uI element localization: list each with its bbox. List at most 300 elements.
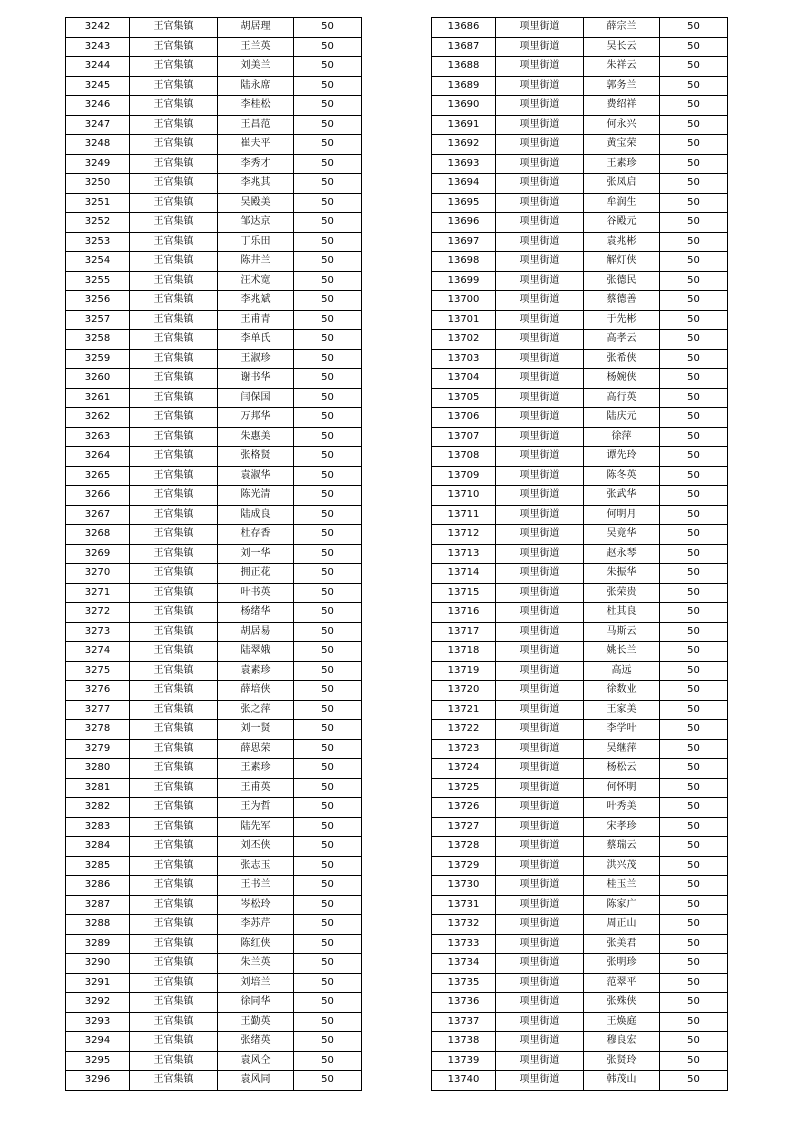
township-cell: 项里街道 bbox=[496, 154, 584, 174]
township-cell: 项里街道 bbox=[496, 291, 584, 311]
township-cell: 王官集镇 bbox=[130, 798, 218, 818]
table-row bbox=[66, 525, 362, 545]
person-name-cell: 岑松玲 bbox=[218, 895, 294, 915]
person-name-cell: 杨婉侠 bbox=[584, 369, 660, 389]
row-number-cell: 13703 bbox=[432, 349, 496, 369]
amount-cell: 50 bbox=[660, 427, 728, 447]
table-row bbox=[66, 115, 362, 135]
row-number-cell: 13725 bbox=[432, 778, 496, 798]
person-name-cell: 谷殿元 bbox=[584, 213, 660, 233]
amount-cell: 50 bbox=[294, 915, 362, 935]
table-row bbox=[432, 622, 728, 642]
person-name-cell: 徐数业 bbox=[584, 681, 660, 701]
row-number-cell: 3292 bbox=[66, 993, 130, 1013]
township-cell: 王官集镇 bbox=[130, 310, 218, 330]
township-cell: 项里街道 bbox=[496, 408, 584, 428]
row-number-cell: 3243 bbox=[66, 37, 130, 57]
person-name-cell: 李兆斌 bbox=[218, 291, 294, 311]
table-row bbox=[432, 934, 728, 954]
amount-cell: 50 bbox=[660, 1071, 728, 1091]
person-name-cell: 高行英 bbox=[584, 388, 660, 408]
amount-cell: 50 bbox=[660, 525, 728, 545]
table-row bbox=[432, 661, 728, 681]
person-name-cell: 杜其良 bbox=[584, 603, 660, 623]
row-number-cell: 3267 bbox=[66, 505, 130, 525]
township-cell: 项里街道 bbox=[496, 603, 584, 623]
amount-cell: 50 bbox=[660, 154, 728, 174]
township-cell: 王官集镇 bbox=[130, 915, 218, 935]
township-cell: 项里街道 bbox=[496, 622, 584, 642]
township-cell: 项里街道 bbox=[496, 1012, 584, 1032]
person-name-cell: 桂玉兰 bbox=[584, 876, 660, 896]
row-number-cell: 13705 bbox=[432, 388, 496, 408]
table-row bbox=[432, 310, 728, 330]
person-name-cell: 姚长兰 bbox=[584, 642, 660, 662]
township-cell: 项里街道 bbox=[496, 642, 584, 662]
township-cell: 项里街道 bbox=[496, 681, 584, 701]
person-name-cell: 张明珍 bbox=[584, 954, 660, 974]
amount-cell: 50 bbox=[660, 135, 728, 155]
table-row bbox=[66, 486, 362, 506]
person-name-cell: 何明月 bbox=[584, 505, 660, 525]
amount-cell: 50 bbox=[660, 18, 728, 38]
amount-cell: 50 bbox=[294, 837, 362, 857]
row-number-cell: 13727 bbox=[432, 817, 496, 837]
amount-cell: 50 bbox=[660, 232, 728, 252]
township-cell: 王官集镇 bbox=[130, 1012, 218, 1032]
township-cell: 项里街道 bbox=[496, 564, 584, 584]
table-row bbox=[432, 954, 728, 974]
township-cell: 项里街道 bbox=[496, 720, 584, 740]
township-cell: 王官集镇 bbox=[130, 603, 218, 623]
person-name-cell: 洪兴茂 bbox=[584, 856, 660, 876]
township-cell: 项里街道 bbox=[496, 544, 584, 564]
township-cell: 王官集镇 bbox=[130, 525, 218, 545]
township-cell: 王官集镇 bbox=[130, 505, 218, 525]
person-name-cell: 杜存香 bbox=[218, 525, 294, 545]
table-row bbox=[432, 466, 728, 486]
township-cell: 王官集镇 bbox=[130, 213, 218, 233]
amount-cell: 50 bbox=[660, 837, 728, 857]
table-row bbox=[66, 856, 362, 876]
row-number-cell: 13697 bbox=[432, 232, 496, 252]
row-number-cell: 13719 bbox=[432, 661, 496, 681]
person-name-cell: 王素珍 bbox=[218, 759, 294, 779]
table-row bbox=[432, 76, 728, 96]
row-number-cell: 3242 bbox=[66, 18, 130, 38]
table-row bbox=[66, 330, 362, 350]
township-cell: 王官集镇 bbox=[130, 427, 218, 447]
table-row bbox=[66, 310, 362, 330]
person-name-cell: 张凤启 bbox=[584, 174, 660, 194]
table-row bbox=[66, 252, 362, 272]
amount-cell: 50 bbox=[660, 564, 728, 584]
row-number-cell: 3290 bbox=[66, 954, 130, 974]
row-number-cell: 13736 bbox=[432, 993, 496, 1013]
row-number-cell: 13709 bbox=[432, 466, 496, 486]
table-row bbox=[432, 837, 728, 857]
row-number-cell: 3287 bbox=[66, 895, 130, 915]
person-name-cell: 张绪英 bbox=[218, 1032, 294, 1052]
table-row bbox=[432, 700, 728, 720]
township-cell: 王官集镇 bbox=[130, 18, 218, 38]
person-name-cell: 王焕庭 bbox=[584, 1012, 660, 1032]
amount-cell: 50 bbox=[660, 954, 728, 974]
township-cell: 项里街道 bbox=[496, 96, 584, 116]
row-number-cell: 13738 bbox=[432, 1032, 496, 1052]
left-roster-body bbox=[66, 18, 362, 1091]
township-cell: 王官集镇 bbox=[130, 759, 218, 779]
table-row bbox=[66, 642, 362, 662]
row-number-cell: 3281 bbox=[66, 778, 130, 798]
person-name-cell: 袁风同 bbox=[218, 1071, 294, 1091]
table-row bbox=[432, 213, 728, 233]
row-number-cell: 3283 bbox=[66, 817, 130, 837]
township-cell: 项里街道 bbox=[496, 76, 584, 96]
table-row bbox=[432, 486, 728, 506]
township-cell: 项里街道 bbox=[496, 18, 584, 38]
row-number-cell: 3282 bbox=[66, 798, 130, 818]
amount-cell: 50 bbox=[294, 661, 362, 681]
person-name-cell: 闫保国 bbox=[218, 388, 294, 408]
township-cell: 王官集镇 bbox=[130, 37, 218, 57]
row-number-cell: 3262 bbox=[66, 408, 130, 428]
table-row bbox=[432, 96, 728, 116]
table-row bbox=[66, 837, 362, 857]
table-row bbox=[432, 564, 728, 584]
row-number-cell: 3268 bbox=[66, 525, 130, 545]
township-cell: 项里街道 bbox=[496, 466, 584, 486]
person-name-cell: 王昌范 bbox=[218, 115, 294, 135]
table-row bbox=[66, 876, 362, 896]
township-cell: 项里街道 bbox=[496, 739, 584, 759]
amount-cell: 50 bbox=[294, 369, 362, 389]
amount-cell: 50 bbox=[294, 57, 362, 77]
row-number-cell: 13707 bbox=[432, 427, 496, 447]
row-number-cell: 13729 bbox=[432, 856, 496, 876]
amount-cell: 50 bbox=[294, 993, 362, 1013]
township-cell: 项里街道 bbox=[496, 934, 584, 954]
right-roster-body bbox=[432, 18, 728, 1091]
row-number-cell: 3278 bbox=[66, 720, 130, 740]
table-row bbox=[432, 57, 728, 77]
table-row bbox=[432, 1071, 728, 1091]
amount-cell: 50 bbox=[294, 1032, 362, 1052]
amount-cell: 50 bbox=[294, 544, 362, 564]
table-row bbox=[66, 603, 362, 623]
person-name-cell: 蔡瑞云 bbox=[584, 837, 660, 857]
township-cell: 王官集镇 bbox=[130, 330, 218, 350]
table-row bbox=[66, 973, 362, 993]
table-row bbox=[66, 154, 362, 174]
amount-cell: 50 bbox=[660, 349, 728, 369]
amount-cell: 50 bbox=[294, 18, 362, 38]
row-number-cell: 3271 bbox=[66, 583, 130, 603]
amount-cell: 50 bbox=[294, 135, 362, 155]
table-row bbox=[432, 895, 728, 915]
township-cell: 项里街道 bbox=[496, 1032, 584, 1052]
table-row bbox=[66, 700, 362, 720]
table-row bbox=[66, 544, 362, 564]
row-number-cell: 13691 bbox=[432, 115, 496, 135]
row-number-cell: 3258 bbox=[66, 330, 130, 350]
row-number-cell: 3259 bbox=[66, 349, 130, 369]
person-name-cell: 李苏芹 bbox=[218, 915, 294, 935]
table-row bbox=[432, 369, 728, 389]
row-number-cell: 13700 bbox=[432, 291, 496, 311]
amount-cell: 50 bbox=[294, 642, 362, 662]
township-cell: 王官集镇 bbox=[130, 544, 218, 564]
row-number-cell: 13732 bbox=[432, 915, 496, 935]
table-row bbox=[432, 18, 728, 38]
table-row bbox=[432, 37, 728, 57]
person-name-cell: 吴继萍 bbox=[584, 739, 660, 759]
amount-cell: 50 bbox=[660, 681, 728, 701]
table-row bbox=[66, 798, 362, 818]
person-name-cell: 李兆其 bbox=[218, 174, 294, 194]
person-name-cell: 张志玉 bbox=[218, 856, 294, 876]
person-name-cell: 薛思荣 bbox=[218, 739, 294, 759]
amount-cell: 50 bbox=[660, 115, 728, 135]
table-row bbox=[432, 427, 728, 447]
township-cell: 王官集镇 bbox=[130, 135, 218, 155]
table-row bbox=[432, 135, 728, 155]
township-cell: 王官集镇 bbox=[130, 349, 218, 369]
row-number-cell: 3250 bbox=[66, 174, 130, 194]
table-row bbox=[66, 681, 362, 701]
row-number-cell: 3245 bbox=[66, 76, 130, 96]
township-cell: 王官集镇 bbox=[130, 466, 218, 486]
amount-cell: 50 bbox=[294, 954, 362, 974]
person-name-cell: 朱祥云 bbox=[584, 57, 660, 77]
township-cell: 王官集镇 bbox=[130, 447, 218, 467]
person-name-cell: 陆翠娥 bbox=[218, 642, 294, 662]
township-cell: 项里街道 bbox=[496, 895, 584, 915]
table-row bbox=[66, 1012, 362, 1032]
person-name-cell: 李桂松 bbox=[218, 96, 294, 116]
township-cell: 王官集镇 bbox=[130, 934, 218, 954]
row-number-cell: 13689 bbox=[432, 76, 496, 96]
person-name-cell: 王兰英 bbox=[218, 37, 294, 57]
row-number-cell: 13688 bbox=[432, 57, 496, 77]
township-cell: 项里街道 bbox=[496, 993, 584, 1013]
township-cell: 项里街道 bbox=[496, 700, 584, 720]
amount-cell: 50 bbox=[660, 798, 728, 818]
township-cell: 王官集镇 bbox=[130, 174, 218, 194]
township-cell: 项里街道 bbox=[496, 447, 584, 467]
amount-cell: 50 bbox=[294, 154, 362, 174]
row-number-cell: 13698 bbox=[432, 252, 496, 272]
table-row bbox=[66, 57, 362, 77]
person-name-cell: 陈红侠 bbox=[218, 934, 294, 954]
row-number-cell: 13730 bbox=[432, 876, 496, 896]
person-name-cell: 宋孝珍 bbox=[584, 817, 660, 837]
row-number-cell: 13704 bbox=[432, 369, 496, 389]
table-row bbox=[432, 681, 728, 701]
table-row bbox=[432, 544, 728, 564]
amount-cell: 50 bbox=[660, 291, 728, 311]
person-name-cell: 叶书英 bbox=[218, 583, 294, 603]
row-number-cell: 13695 bbox=[432, 193, 496, 213]
township-cell: 王官集镇 bbox=[130, 271, 218, 291]
person-name-cell: 陈井兰 bbox=[218, 252, 294, 272]
table-row bbox=[66, 993, 362, 1013]
township-cell: 项里街道 bbox=[496, 310, 584, 330]
table-row bbox=[432, 1032, 728, 1052]
table-row bbox=[66, 388, 362, 408]
table-row bbox=[66, 1051, 362, 1071]
table-row bbox=[66, 291, 362, 311]
table-row bbox=[432, 271, 728, 291]
township-cell: 王官集镇 bbox=[130, 622, 218, 642]
amount-cell: 50 bbox=[294, 291, 362, 311]
person-name-cell: 于先彬 bbox=[584, 310, 660, 330]
township-cell: 王官集镇 bbox=[130, 681, 218, 701]
row-number-cell: 3289 bbox=[66, 934, 130, 954]
township-cell: 项里街道 bbox=[496, 505, 584, 525]
person-name-cell: 袁风仝 bbox=[218, 1051, 294, 1071]
township-cell: 王官集镇 bbox=[130, 369, 218, 389]
township-cell: 王官集镇 bbox=[130, 564, 218, 584]
table-row bbox=[432, 505, 728, 525]
township-cell: 王官集镇 bbox=[130, 57, 218, 77]
township-cell: 项里街道 bbox=[496, 837, 584, 857]
row-number-cell: 3276 bbox=[66, 681, 130, 701]
table-row bbox=[432, 973, 728, 993]
amount-cell: 50 bbox=[294, 739, 362, 759]
amount-cell: 50 bbox=[294, 232, 362, 252]
township-cell: 项里街道 bbox=[496, 193, 584, 213]
table-row bbox=[432, 603, 728, 623]
table-row bbox=[432, 876, 728, 896]
township-cell: 王官集镇 bbox=[130, 993, 218, 1013]
person-name-cell: 何永兴 bbox=[584, 115, 660, 135]
row-number-cell: 13722 bbox=[432, 720, 496, 740]
amount-cell: 50 bbox=[660, 642, 728, 662]
person-name-cell: 王家美 bbox=[584, 700, 660, 720]
row-number-cell: 13696 bbox=[432, 213, 496, 233]
amount-cell: 50 bbox=[294, 759, 362, 779]
table-row bbox=[66, 76, 362, 96]
township-cell: 项里街道 bbox=[496, 759, 584, 779]
table-row bbox=[66, 505, 362, 525]
row-number-cell: 13716 bbox=[432, 603, 496, 623]
amount-cell: 50 bbox=[294, 564, 362, 584]
township-cell: 王官集镇 bbox=[130, 232, 218, 252]
amount-cell: 50 bbox=[294, 1051, 362, 1071]
table-row bbox=[66, 915, 362, 935]
person-name-cell: 李单氏 bbox=[218, 330, 294, 350]
row-number-cell: 13715 bbox=[432, 583, 496, 603]
row-number-cell: 3273 bbox=[66, 622, 130, 642]
person-name-cell: 徐萍 bbox=[584, 427, 660, 447]
person-name-cell: 杨松云 bbox=[584, 759, 660, 779]
township-cell: 项里街道 bbox=[496, 349, 584, 369]
table-row bbox=[432, 115, 728, 135]
amount-cell: 50 bbox=[660, 622, 728, 642]
table-row bbox=[432, 642, 728, 662]
township-cell: 王官集镇 bbox=[130, 837, 218, 857]
table-row bbox=[432, 856, 728, 876]
table-row bbox=[66, 720, 362, 740]
left-roster-table bbox=[65, 17, 362, 1091]
row-number-cell: 3264 bbox=[66, 447, 130, 467]
row-number-cell: 3265 bbox=[66, 466, 130, 486]
amount-cell: 50 bbox=[660, 876, 728, 896]
person-name-cell: 张殊侠 bbox=[584, 993, 660, 1013]
row-number-cell: 13726 bbox=[432, 798, 496, 818]
table-row bbox=[66, 408, 362, 428]
row-number-cell: 13710 bbox=[432, 486, 496, 506]
row-number-cell: 13708 bbox=[432, 447, 496, 467]
person-name-cell: 陈光清 bbox=[218, 486, 294, 506]
amount-cell: 50 bbox=[660, 252, 728, 272]
township-cell: 王官集镇 bbox=[130, 96, 218, 116]
table-row bbox=[432, 798, 728, 818]
amount-cell: 50 bbox=[660, 76, 728, 96]
amount-cell: 50 bbox=[660, 486, 728, 506]
amount-cell: 50 bbox=[294, 76, 362, 96]
township-cell: 项里街道 bbox=[496, 973, 584, 993]
person-name-cell: 袁兆彬 bbox=[584, 232, 660, 252]
township-cell: 项里街道 bbox=[496, 954, 584, 974]
row-number-cell: 13728 bbox=[432, 837, 496, 857]
township-cell: 项里街道 bbox=[496, 427, 584, 447]
township-cell: 项里街道 bbox=[496, 330, 584, 350]
township-cell: 王官集镇 bbox=[130, 1032, 218, 1052]
row-number-cell: 13731 bbox=[432, 895, 496, 915]
amount-cell: 50 bbox=[294, 895, 362, 915]
amount-cell: 50 bbox=[294, 466, 362, 486]
row-number-cell: 3254 bbox=[66, 252, 130, 272]
table-row bbox=[66, 739, 362, 759]
row-number-cell: 3266 bbox=[66, 486, 130, 506]
amount-cell: 50 bbox=[660, 973, 728, 993]
amount-cell: 50 bbox=[660, 174, 728, 194]
amount-cell: 50 bbox=[660, 447, 728, 467]
person-name-cell: 李学叶 bbox=[584, 720, 660, 740]
row-number-cell: 3275 bbox=[66, 661, 130, 681]
row-number-cell: 3270 bbox=[66, 564, 130, 584]
person-name-cell: 刘美兰 bbox=[218, 57, 294, 77]
person-name-cell: 谢书华 bbox=[218, 369, 294, 389]
table-row bbox=[66, 369, 362, 389]
township-cell: 王官集镇 bbox=[130, 895, 218, 915]
person-name-cell: 周正山 bbox=[584, 915, 660, 935]
table-row bbox=[432, 193, 728, 213]
amount-cell: 50 bbox=[294, 603, 362, 623]
table-row bbox=[432, 720, 728, 740]
amount-cell: 50 bbox=[294, 349, 362, 369]
amount-cell: 50 bbox=[660, 466, 728, 486]
amount-cell: 50 bbox=[294, 271, 362, 291]
table-row bbox=[66, 174, 362, 194]
row-number-cell: 3274 bbox=[66, 642, 130, 662]
person-name-cell: 陆永席 bbox=[218, 76, 294, 96]
amount-cell: 50 bbox=[660, 213, 728, 233]
amount-cell: 50 bbox=[660, 37, 728, 57]
amount-cell: 50 bbox=[660, 661, 728, 681]
township-cell: 王官集镇 bbox=[130, 817, 218, 837]
amount-cell: 50 bbox=[660, 388, 728, 408]
row-number-cell: 13735 bbox=[432, 973, 496, 993]
amount-cell: 50 bbox=[294, 1012, 362, 1032]
person-name-cell: 王甫英 bbox=[218, 778, 294, 798]
row-number-cell: 13724 bbox=[432, 759, 496, 779]
row-number-cell: 3246 bbox=[66, 96, 130, 116]
row-number-cell: 13713 bbox=[432, 544, 496, 564]
row-number-cell: 13687 bbox=[432, 37, 496, 57]
